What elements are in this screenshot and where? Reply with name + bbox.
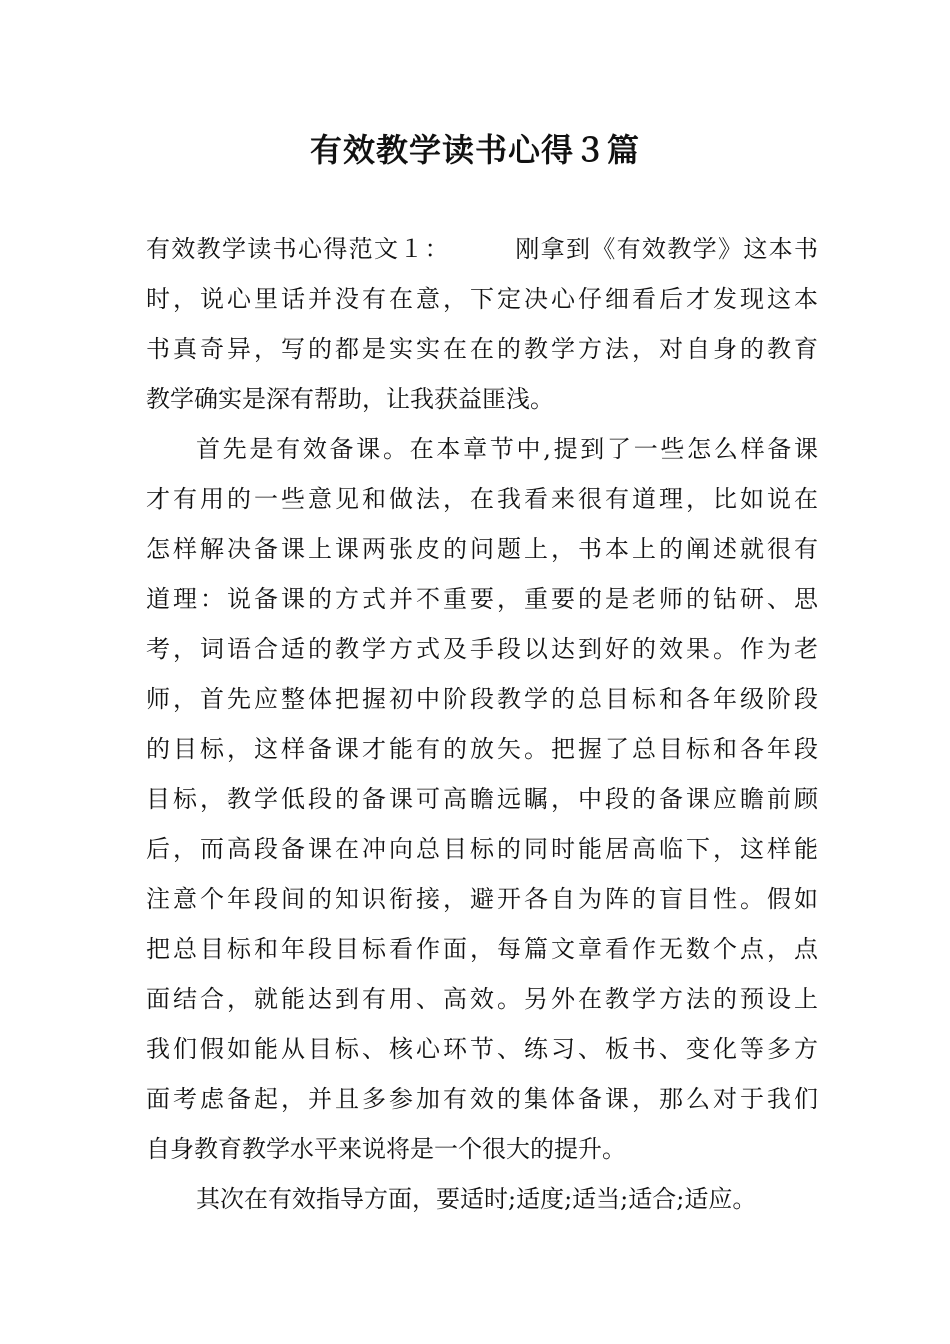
paragraph-line: 时，说心里话并没有在意，下定决心仔细看后才发现这本 <box>146 285 818 313</box>
paragraph-line: 师，首先应整体把握初中阶段教学的总目标和各年级阶段 <box>146 685 818 713</box>
paragraph-line: 注意个年段间的知识衔接，避开各自为阵的盲目性。假如 <box>146 885 818 913</box>
paragraph-line: 面考虑备起，并且多参加有效的集体备课，那么对于我们 <box>146 1085 818 1113</box>
section-opening-text: 刚拿到《有效教学》这本书 <box>514 235 818 263</box>
document-title: 有效教学读书心得３篇 <box>309 131 640 169</box>
paragraph-line: 怎样解决备课上课两张皮的问题上，书本上的阐述就很有 <box>146 535 818 563</box>
paragraph-line: 考，词语合适的教学方式及手段以达到好的效果。作为老 <box>146 635 818 663</box>
paragraph-line: 才有用的一些意见和做法，在我看来很有道理，比如说在 <box>146 485 818 513</box>
paragraph-line: 教学确实是深有帮助，让我获益匪浅。 <box>146 385 554 413</box>
paragraph-line: 后，而高段备课在冲向总目标的同时能居高临下，这样能 <box>146 835 818 863</box>
paragraph-line: 目标，教学低段的备课可高瞻远瞩，中段的备课应瞻前顾 <box>146 785 818 813</box>
document-body <box>146 224 818 1224</box>
paragraph-line: 把总目标和年段目标看作面，每篇文章看作无数个点，点 <box>146 935 818 963</box>
paragraph-line: 道理：说备课的方式并不重要，重要的是老师的钻研、思 <box>146 585 818 613</box>
section-label: 有效教学读书心得范文１： <box>146 235 450 263</box>
paragraph-line: 首先是有效备课。在本章节中,提到了一些怎么样备课 <box>196 435 818 463</box>
paragraph-line: 自身教育教学水平来说将是一个很大的提升。 <box>146 1135 626 1163</box>
paragraph-line: 书真奇异，写的都是实实在在的教学方法，对自身的教育 <box>146 335 818 363</box>
paragraph-line: 面结合，就能达到有用、高效。另外在教学方法的预设上 <box>146 985 818 1013</box>
paragraph-line: 我们假如能从目标、核心环节、练习、板书、变化等多方 <box>146 1035 818 1063</box>
paragraph-line: 的目标，这样备课才能有的放矢。把握了总目标和各年段 <box>146 735 818 763</box>
paragraph-line: 其次在有效指导方面，要适时;适度;适当;适合;适应。 <box>196 1185 757 1213</box>
paragraph-line <box>146 224 818 274</box>
